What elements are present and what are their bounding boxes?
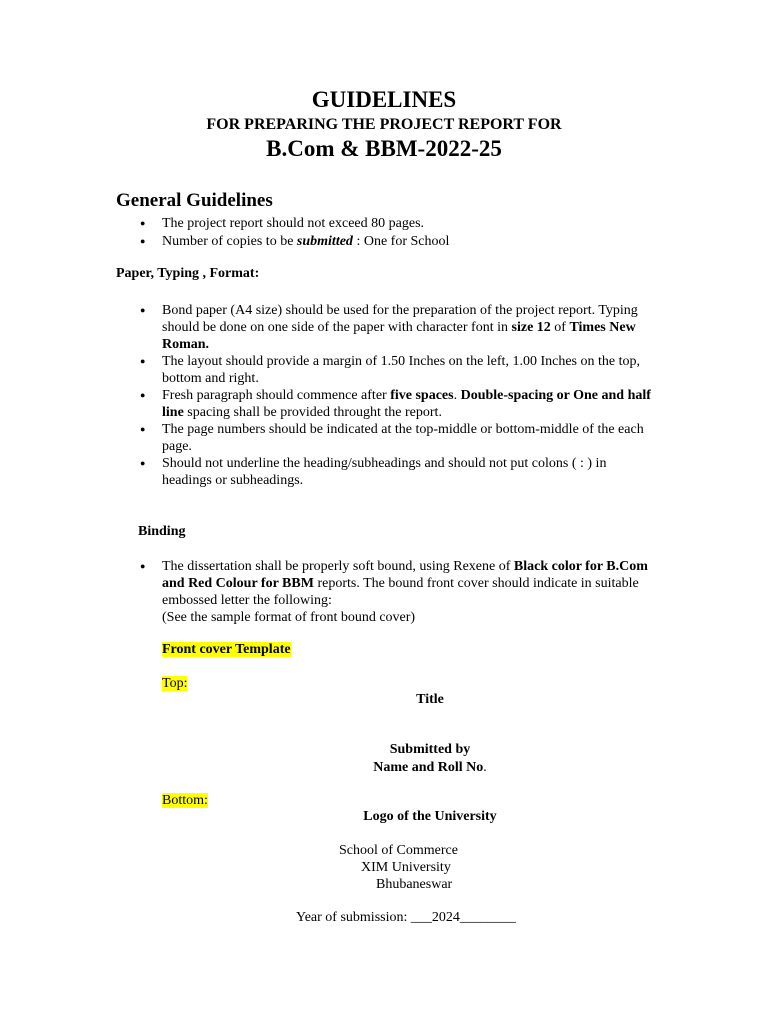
general-guidelines-heading: General Guidelines — [116, 190, 273, 211]
item-text: The layout should provide a margin of 1.50 Inches on the left, 1.00 Inches on the top, bottom and right. — [162, 354, 640, 386]
year-of-submission: Year of submission: ___2024________ — [296, 910, 516, 925]
item-text: Number of copies to be — [162, 234, 297, 249]
name-roll-line — [330, 760, 530, 776]
item-bold: Double-spacing or One and half line — [162, 388, 651, 420]
binding-heading: Binding — [138, 524, 186, 539]
university-name: XIM University — [361, 860, 451, 875]
highlighted-label: Front cover Template — [162, 642, 291, 657]
school-name: School of Commerce — [339, 843, 458, 858]
university-logo-text: Logo of the University — [363, 809, 497, 824]
item-bold: Times New Roman. — [162, 320, 636, 352]
item-text: The dissertation shall be properly soft bound, using Rexene of — [162, 559, 514, 574]
top-label — [162, 676, 187, 692]
paper-format-heading: Paper, Typing , Format: — [116, 266, 260, 281]
item-text: . — [453, 388, 461, 403]
item-text: Should not underline the heading/subheadings and should not put colons ( : ) in headings or subheadings. — [162, 456, 607, 488]
item-text: Bond paper (A4 size) should be used for the preparation of the project report. Typing should be done on one side of the paper with character font in — [162, 303, 638, 335]
front-cover-template-label — [162, 642, 291, 658]
item-emphasis: submitted — [296, 234, 353, 249]
submitted-by: Submitted by — [389, 742, 471, 757]
name-roll-suffix: . — [483, 760, 487, 775]
name-roll: Name and Roll No — [373, 760, 484, 775]
binding-list — [138, 558, 658, 626]
item-bold: Black color for B.Com and Red Colour for BBM — [162, 559, 648, 591]
list-item — [138, 233, 658, 250]
item-note: (See the sample format of front bound cover) — [162, 610, 416, 625]
list-item — [138, 455, 653, 489]
program-title: B.Com & BBM-2022-25 — [266, 136, 502, 161]
item-text: of — [550, 320, 570, 335]
highlighted-label: Bottom: — [162, 793, 208, 808]
list-item — [138, 387, 653, 421]
document-title: GUIDELINES — [311, 87, 457, 112]
list-item — [138, 421, 653, 455]
cover-title: Title — [416, 692, 444, 707]
item-text: Fresh paragraph should commence after — [162, 388, 391, 403]
list-item — [138, 215, 658, 232]
document-subtitle: FOR PREPARING THE PROJECT REPORT FOR — [206, 116, 562, 133]
general-guidelines-list — [138, 215, 658, 250]
list-item — [138, 302, 653, 353]
list-item — [138, 353, 653, 387]
item-text: The page numbers should be indicated at the top-middle or bottom-middle of the each page. — [162, 422, 644, 454]
bottom-label — [162, 793, 208, 809]
item-bold: five spaces — [390, 388, 454, 403]
item-text: spacing shall be provided throught the report. — [183, 405, 442, 420]
item-bold: size 12 — [511, 320, 551, 335]
list-item — [138, 558, 658, 626]
item-text: : One for School — [352, 234, 450, 249]
item-text: The project report should not exceed 80 pages. — [162, 216, 425, 231]
highlighted-label: Top: — [162, 676, 188, 691]
item-text: reports. The bound front cover should indicate in suitable embossed letter the following: — [162, 576, 639, 608]
city-name: Bhubaneswar — [376, 877, 453, 892]
paper-format-list — [138, 302, 653, 489]
